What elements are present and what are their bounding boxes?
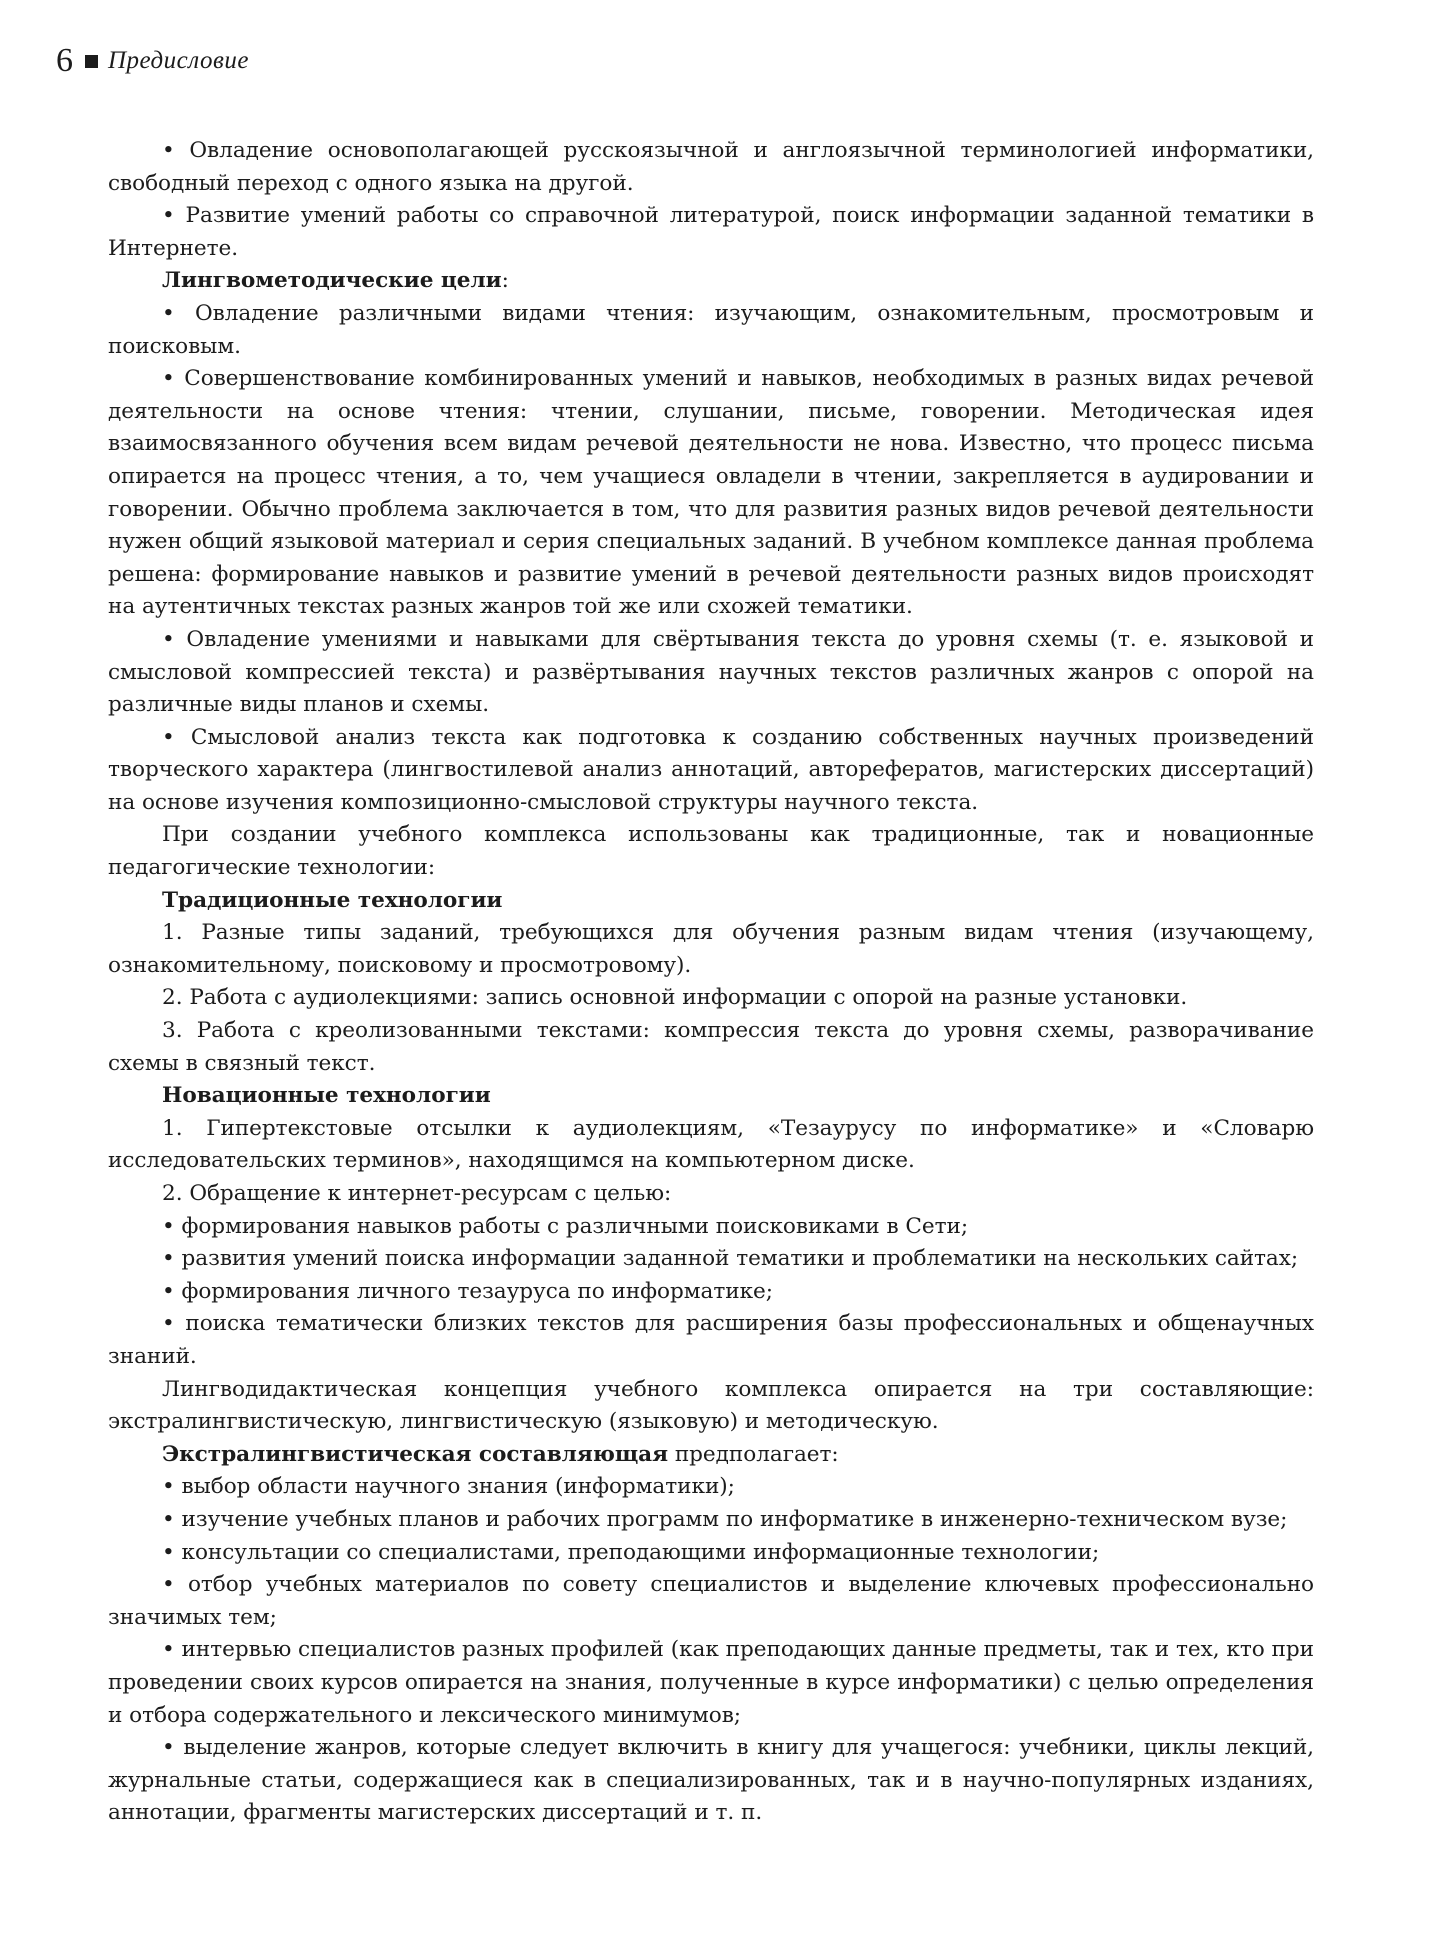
paragraph: 2. Обращение к интернет-ресурсам с целью: <box>162 1181 672 1206</box>
page-body <box>108 135 1314 1830</box>
paragraph: 2. Работа с аудиолекциями: запись основной информации с опорой на разные установки. <box>162 985 1188 1011</box>
running-title: Предисловие <box>108 47 249 74</box>
list-item: • выбор области научного знания (информатики); <box>162 1474 735 1500</box>
section-heading <box>108 1439 1314 1472</box>
section-heading <box>108 265 1314 298</box>
page-header <box>56 44 249 78</box>
paragraph: 1. Разные типы заданий, требующихся для обучения разным видам чтения (изучающему, ознакомительному, поисковому и просмотровому). <box>108 920 1314 978</box>
paragraph: • Овладение умениями и навыками для свёртывания текста до уровня схемы (т. е. языковой и смысловой компрессией текста) и развёртывания научных текстов различных жанров с опорой на различные виды планов и схемы. <box>108 626 1314 718</box>
paragraph: 1. Гипертекстовые отсылки к аудиолекциям, «Тезаурусу по информатике» и «Словарю исследовательских терминов», находящимся на компьютерном диске. <box>108 1115 1314 1174</box>
list-item: • отбор учебных материалов по совету специалистов и выделение ключевых профессионально значимых тем; <box>108 1572 1314 1630</box>
section-heading: Традиционные технологии <box>162 887 503 913</box>
paragraph: • Развитие умений работы со справочной литературой, поиск информации заданной тематики в Интернете. <box>108 203 1314 261</box>
heading-text: Экстралингвистическая составляющая <box>162 1441 668 1467</box>
heading-suffix: : <box>501 268 509 294</box>
paragraph: Лингводидактическая концепция учебного комплекса опирается на три составляющие: экстралингвистическую, лингвистическую (языковую) и методическую. <box>108 1376 1314 1435</box>
paragraph: 3. Работа с креолизованными текстами: компрессия текста до уровня схемы, разворачивание схемы в связный текст. <box>108 1018 1314 1076</box>
list-item: • поиска тематически близких текстов для расширения базы профессиональных и общенаучных знаний. <box>108 1311 1314 1369</box>
list-item: • изучение учебных планов и рабочих программ по информатике в инженерно-техническом вузе; <box>162 1506 1288 1532</box>
list-item: • формирования навыков работы с различными поисковиками в Сети; <box>162 1213 969 1239</box>
paragraph: • Смысловой анализ текста как подготовка к созданию собственных научных произведений творческого характера (лингвостилевой анализ аннотаций, авторефератов, магистерских диссертаций) на основе изучения композиционно-смысловой структуры научного текста. <box>108 724 1314 815</box>
section-heading: Новационные технологии <box>162 1083 491 1109</box>
heading-suffix: предполагает: <box>668 1441 839 1467</box>
paragraph: • Совершенствование комбинированных умений и навыков, необходимых в разных видах речевой деятельности на основе чтения: чтении, слушании, письме, говорении. Методическая идея взаимосвязанного обучения всем видам речевой деятельности не нова. Известно, что процесс письма опирается на процесс чтения, а то, чем учащиеся овладели в чтении, закрепляется в аудировании и говорении. Обычно проблема заключается в том, что для развития разных видов речевой деятельности нужен общий языковой материал и серия специальных заданий. В учебном комплексе данная проблема решена: формирование навыков и развитие умений в речевой деятельности разных видов происходят на аутентичных текстах разных жанров той же или схожей тематики. <box>108 366 1314 620</box>
list-item: • формирования личного тезауруса по информатике; <box>162 1278 773 1304</box>
list-item: • выделение жанров, которые следует включить в книгу для учащегося: учебники, циклы лекций, журнальные статьи, содержащиеся как в специализированных, так и в научно-популярных изданиях, аннотации, фрагменты магистерских диссертаций и т. п. <box>108 1735 1314 1826</box>
page-number: 6 <box>56 42 73 79</box>
paragraph: • Овладение различными видами чтения: изучающим, ознакомительным, просмотровым и поисковым. <box>108 300 1314 359</box>
paragraph: • Овладение основополагающей русскоязычной и англоязычной терминологией информатики, свободный переход с одного языка на другой. <box>108 138 1314 196</box>
list-item: • развития умений поиска информации заданной тематики и проблематики на нескольких сайтах; <box>162 1246 1299 1272</box>
heading-text: Лингвометодические цели <box>162 268 502 294</box>
paragraph: При создании учебного комплекса использованы как традиционные, так и новационные педагогические технологии: <box>108 822 1314 881</box>
square-bullet-icon <box>85 55 98 68</box>
list-item: • интервью специалистов разных профилей (как преподающих данные предметы, так и тех, кто при проведении своих курсов опирается на знания, полученные в курсе информатики) с целью определения и отбора содержательного и лексического минимумов; <box>108 1637 1314 1728</box>
list-item: • консультации со специалистами, преподающими информационные технологии; <box>162 1539 1100 1565</box>
